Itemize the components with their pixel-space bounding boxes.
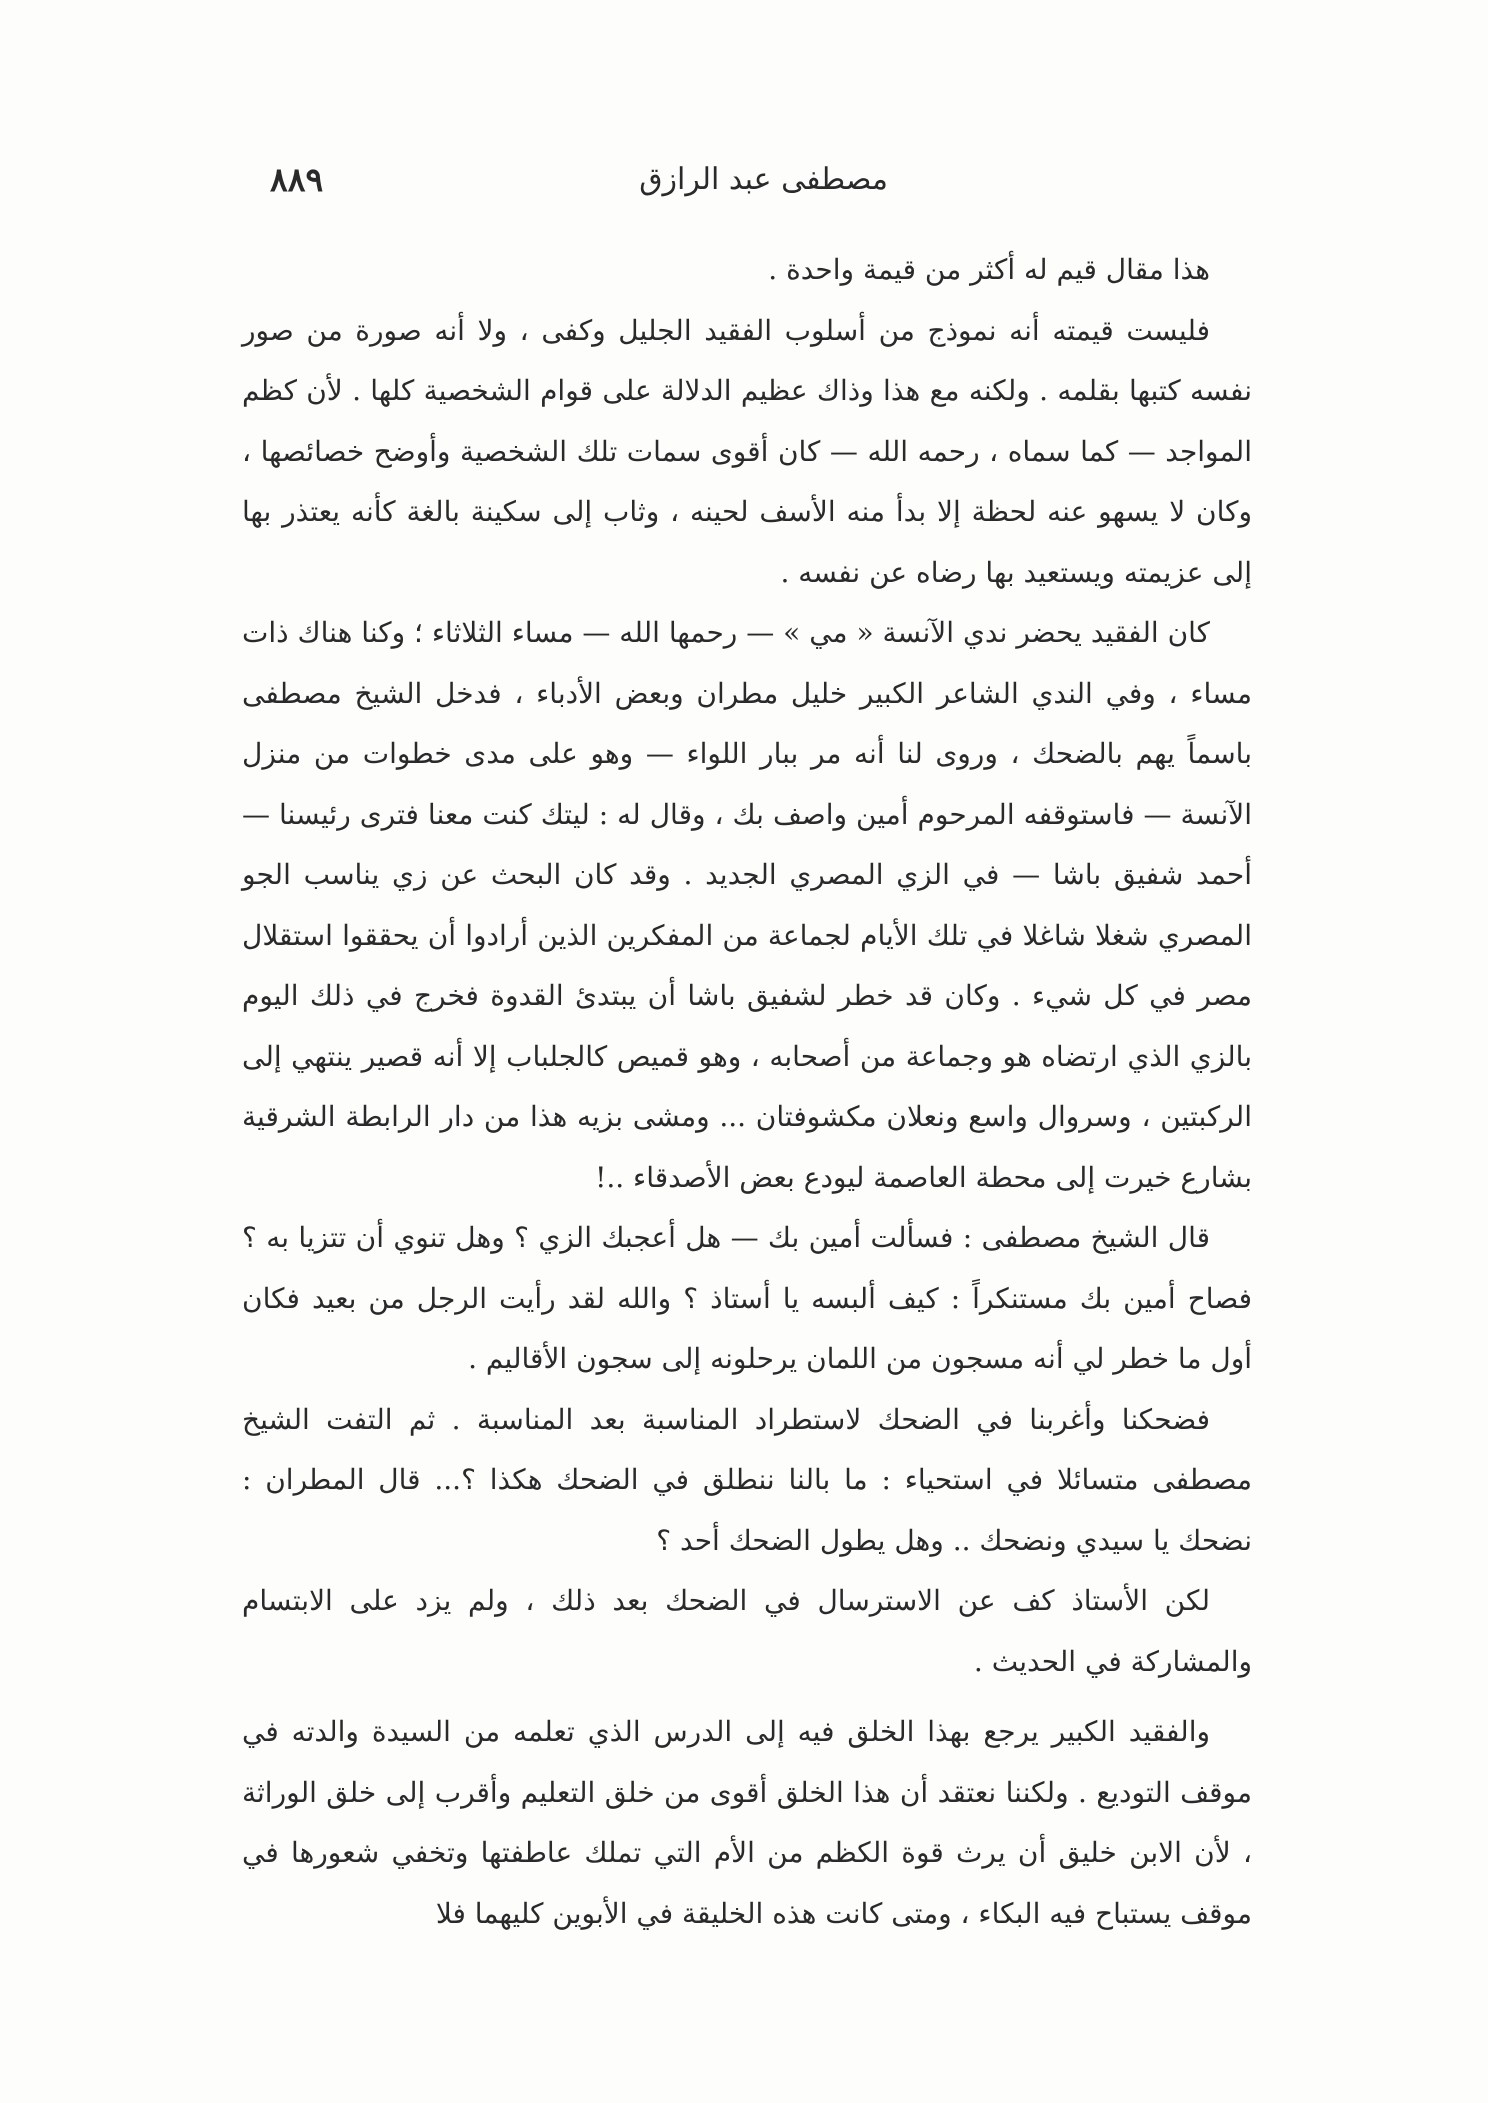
paragraph-3: كان الفقيد يحضر ندي الآنسة « مي » — رحمها الله — مساء الثلاثاء ؛ وكنا هناك ذات مساء ، وفي الندي الشاعر الكبير خليل مطران وبعض الأدباء ، فدخل الشيخ مصطفى باسماً يهم بالضحك ، وروى لنا أنه مر ببار اللواء — وهو على مدى خطوات من منزل الآنسة — فاستوقفه المرحوم أمين واصف بك ، وقال له : ليتك كنت معنا فترى رئيسنا — أحمد شفيق باشا — في الزي المصري الجديد . وقد كان البحث عن زي يناسب الجو المصري شغلا شاغلا في تلك الأيام لجماعة من المفكرين الذين أرادوا أن يحققوا استقلال مصر في كل شيء . وكان قد خطر لشفيق باشا أن يبتدئ القدوة فخرج في ذلك اليوم بالزي الذي ارتضاه هو وجماعة من أصحابه ، وهو قميص كالجلباب إلا أنه قصير ينتهي إلى الركبتين ، وسروال واسع ونعلان مكشوفتان ... ومشى بزيه هذا من دار الرابطة الشرقية بشارع خيرت إلى محطة العاصمة ليودع بعض الأصدقاء ..! xyxy=(242,616,1253,1194)
page-header xyxy=(270,160,1218,220)
paragraph-5: فضحكنا وأغربنا في الضحك لاستطراد المناسبة بعد المناسبة . ثم التفت الشيخ مصطفى متسائلا في استحياء : ما بالنا ننطلق في الضحك هكذا ؟... قال المطران : نضحك يا سيدي ونضحك .. وهل يطول الضحك أحد ؟ xyxy=(242,1402,1252,1557)
paragraph-4: قال الشيخ مصطفى : فسألت أمين بك — هل أعجبك الزي ؟ وهل تنوي أن تتزيا به ؟ فصاح أمين بك مستنكراً : كيف ألبسه يا أستاذ ؟ والله لقد رأيت الرجل من بعيد فكان أول ما خطر لي أنه مسجون من اللمان يرحلونه إلى سجون الأقاليم . xyxy=(242,1221,1252,1375)
page-number: ٨٨٩ xyxy=(270,160,324,199)
paragraph-7: والفقيد الكبير يرجع بهذا الخلق فيه إلى الدرس الذي تعلمه من السيدة والدته في موقف التوديع . ولكننا نعتقد أن هذا الخلق أقوى من خلق التعليم وأقرب إلى خلق الوراثة ، لأن الابن خليق أن يرث قوة الكظم من الأم التي تملك عاطفتها وتخفي شعورها في موقف يستباح فيه البكاء ، ومتى كانت هذه الخليقة في الأبوين كليهما فلا xyxy=(242,1715,1252,1930)
paragraph-6: لكن الأستاذ كف عن الاسترسال في الضحك بعد ذلك ، ولم يزد على الابتسام والمشاركة في الحديث . xyxy=(242,1584,1252,1678)
paragraph-2: فليست قيمته أنه نموذج من أسلوب الفقيد الجليل وكفى ، ولا أنه صورة من صور نفسه كتبها بقلمه . ولكنه مع هذا وذاك عظيم الدلالة على قوام الشخصية كلها . لأن كظم المواجد — كما سماه ، رحمه الله — كان أقوى سمات تلك الشخصية وأوضح خصائصها ، وكان لا يسهو عنه لحظة إلا بدأ منه الأسف لحينه ، وثاب إلى سكينة بالغة كأنه يعتذر بها إلى عزيمته ويستعيد بها رضاه عن نفسه . xyxy=(242,313,1252,589)
running-title: مصطفى عبد الرازق xyxy=(639,162,888,197)
paragraph-1: هذا مقال قيم له أكثر من قيمة واحدة . xyxy=(768,253,1210,286)
body-text xyxy=(242,240,1252,1944)
